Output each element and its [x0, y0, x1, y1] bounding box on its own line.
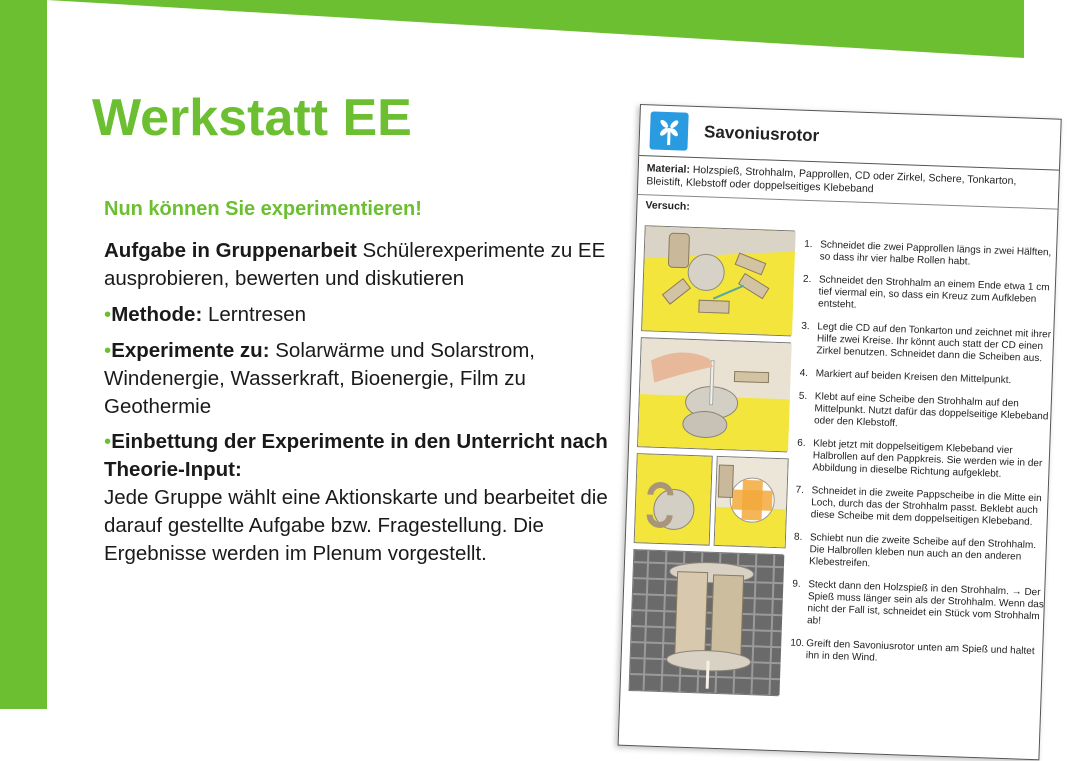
- step-item: [798, 391, 1059, 436]
- step-text: Schneidet die zwei Papprollen längs in zwei Hälften, so dass ihr vier halbe Rollen habt.: [819, 239, 1052, 268]
- photo-cross-tape: [714, 456, 789, 548]
- step-item: [804, 239, 1065, 272]
- step-text: Klebt jetzt mit doppelseitigem Klebeband vier Halbrollen auf den Pappkreis. Sie werden wie in der Abbildung in dieselbe Richtung aufgeklebt.: [812, 438, 1043, 480]
- step-text: Steckt dann den Holzspieß in den Strohhalm. → Der Spieß muss länger sein als der Strohhalm. Wenn das nicht der Fall ist, schneidet ein Stück vom Strohhalm ab!: [806, 579, 1045, 627]
- step-number: 1.: [804, 238, 813, 251]
- slide-subtitle: Nun können Sie experimentieren!: [104, 198, 422, 220]
- task-label: Aufgabe in Gruppenarbeit: [104, 239, 357, 263]
- step-number: 8.: [793, 531, 803, 543]
- embedding-label: Einbettung der Experimente in den Unterricht nach Theorie-Input:: [104, 430, 608, 482]
- step-text: Legt die CD auf den Tonkarton und zeichnet mit ihrer Hilfe zwei Kreise. Ihr könnt auch statt der CD einen Zirkel benutzen. Schneidet dann die Scheiben aus.: [816, 321, 1052, 365]
- step-item: [795, 485, 1056, 530]
- steps-list: [789, 239, 1064, 682]
- step-item: [790, 638, 1051, 671]
- step-number: 9.: [792, 578, 801, 590]
- experiments-label: Experimente zu:: [111, 338, 270, 362]
- step-item: [799, 368, 1059, 389]
- step-text: Klebt auf eine Scheibe den Strohhalm auf den Mittelpunkt. Nutzt dafür das doppelseitige Klebeband oder den Klebstoff.: [813, 391, 1049, 430]
- step-item: [796, 438, 1057, 483]
- step-number: 5.: [798, 390, 808, 403]
- step-item: [802, 274, 1063, 319]
- step-number: 4.: [799, 367, 809, 380]
- step-text: Greift den Savoniusrotor unten am Spieß und haltet ihn in den Wind.: [805, 638, 1035, 664]
- method-text: Lerntresen: [202, 302, 306, 326]
- photo-pair: [633, 453, 786, 554]
- worksheet-photos: [628, 225, 794, 702]
- photo-disc-straw: [637, 337, 791, 452]
- step-number: 3.: [801, 320, 810, 333]
- photo-finished-rotor: [629, 549, 784, 696]
- photo-materials: [641, 225, 795, 336]
- step-number: 7.: [795, 484, 805, 496]
- bullet-marker: •: [104, 430, 112, 454]
- step-item: [793, 532, 1054, 577]
- versuch-label: Versuch:: [645, 199, 691, 214]
- step-item: [800, 321, 1061, 366]
- worksheet-savoniusrotor: [618, 104, 1062, 760]
- embedding-bullet: [104, 428, 629, 567]
- method-label: Methode:: [111, 302, 203, 326]
- bullet-marker: •: [104, 338, 112, 362]
- slide-content: [104, 196, 629, 576]
- step-number: 2.: [802, 273, 812, 286]
- step-number: 6.: [797, 437, 806, 449]
- experiments-text: Solarwärme und Solarstrom, Windenergie, Wasserkraft, Bioenergie, Film zu Geothermie: [104, 338, 536, 418]
- task-text: Schülerexperimente zu EE ausprobieren, bewerten und diskutieren: [104, 239, 606, 291]
- experiments-bullet: [104, 337, 629, 421]
- bullet-marker: •: [104, 302, 112, 326]
- wind-turbine-icon: [649, 111, 688, 150]
- step-text: Schneidet den Strohhalm an einem Ende etwa 1 cm tief viermal ein, so dass ein Kreuz zum Aufkleben entsteht.: [817, 274, 1050, 311]
- worksheet-title: Savoniusrotor: [703, 122, 820, 146]
- material-label: Material:: [646, 162, 691, 176]
- embedding-text: Jede Gruppe wählt eine Aktionskarte und bearbeitet die darauf gestellte Aufgabe bzw. Fragestellung. Die Ergebnisse werden im Plenum vorgestellt.: [104, 486, 608, 565]
- step-number: 10.: [790, 637, 805, 650]
- step-text: Schneidet in die zweite Pappscheibe in die Mitte ein Loch, durch das der Strohhalm passt. Beklebt auch diese Scheibe mit dem doppelseitigen Klebeband.: [810, 485, 1042, 528]
- method-bullet: [104, 301, 629, 329]
- material-text: Holzspieß, Strohhalm, Papprollen, CD oder Zirkel, Schere, Tonkarton, Bleistift, Klebstoff oder doppelseitiges Klebeband: [646, 163, 1017, 196]
- step-text: Markiert auf beiden Kreisen den Mittelpunkt.: [815, 368, 1012, 387]
- photo-rolls-on-disc: [634, 453, 713, 546]
- task-paragraph: [104, 237, 629, 293]
- slide-title: Werkstatt EE: [92, 89, 412, 147]
- step-text: Schiebt nun die zweite Scheibe auf den Strohhalm. Die Halbrollen kleben nun auch an den anderen Klebestreifen.: [808, 532, 1037, 570]
- step-item: [791, 579, 1053, 636]
